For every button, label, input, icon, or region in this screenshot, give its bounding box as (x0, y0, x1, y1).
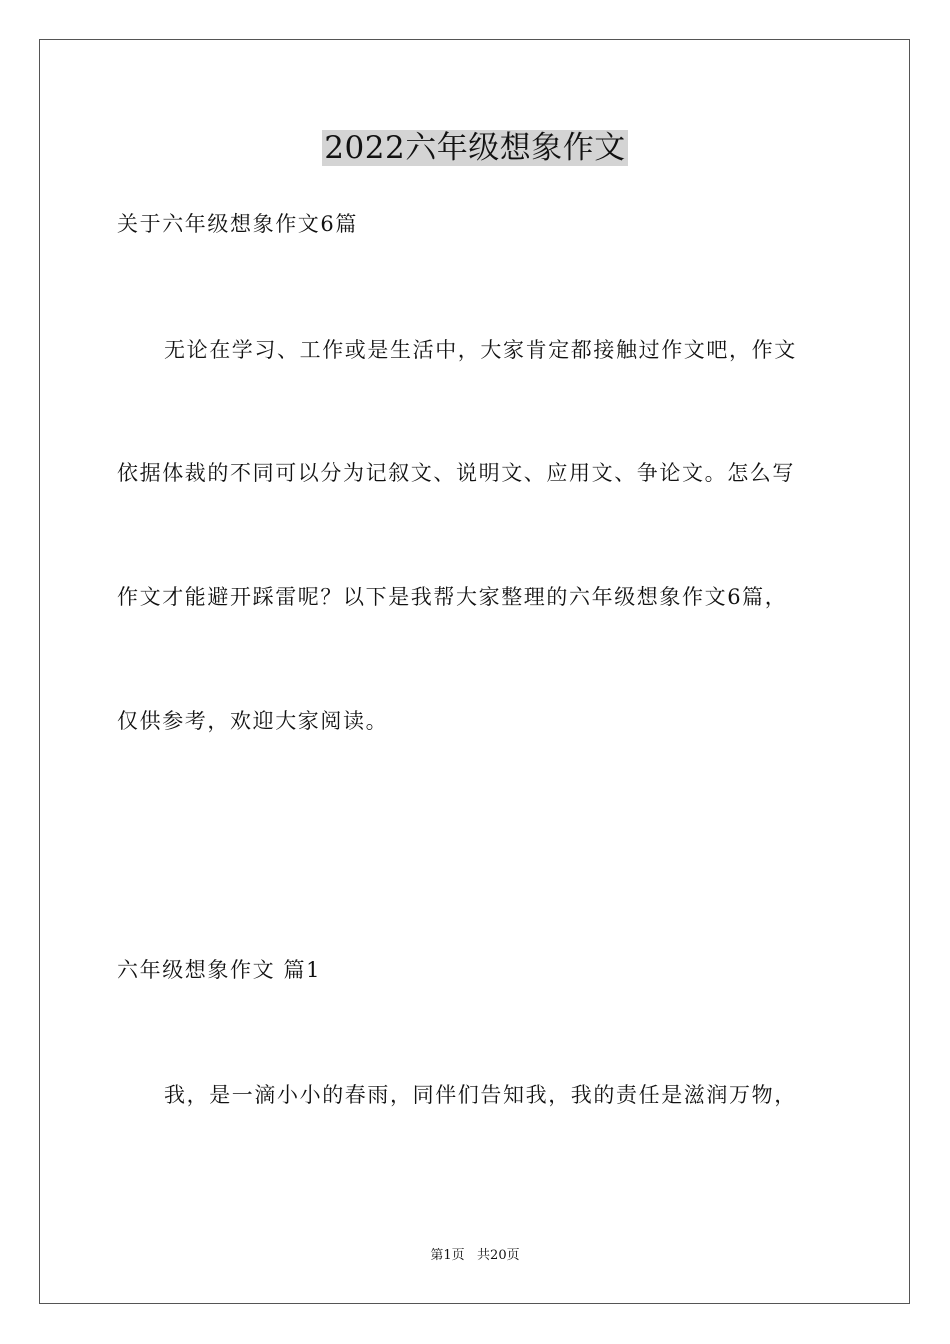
section-line-1: 我，是一滴小小的春雨，同伴们告知我，我的责任是滋润万物， (164, 1083, 797, 1107)
section-heading: 六年级想象作文 篇1 (117, 958, 322, 982)
intro-line-4: 仅供参考，欢迎大家阅读。 (117, 709, 389, 733)
document-subtitle: 关于六年级想象作文6篇 (117, 212, 358, 236)
page-footer: 第1页 共20页 (430, 1248, 520, 1263)
document-title (0, 128, 950, 168)
intro-line-3: 作文才能避开踩雷呢？以下是我帮大家整理的六年级想象作文6篇， (117, 585, 788, 609)
document-title-text: 2022六年级想象作文 (324, 130, 626, 166)
intro-line-1: 无论在学习、工作或是生活中，大家肯定都接触过作文吧，作文 (164, 338, 797, 362)
intro-line-2: 依据体裁的不同可以分为记叙文、说明文、应用文、争论文。怎么写 (117, 461, 795, 485)
